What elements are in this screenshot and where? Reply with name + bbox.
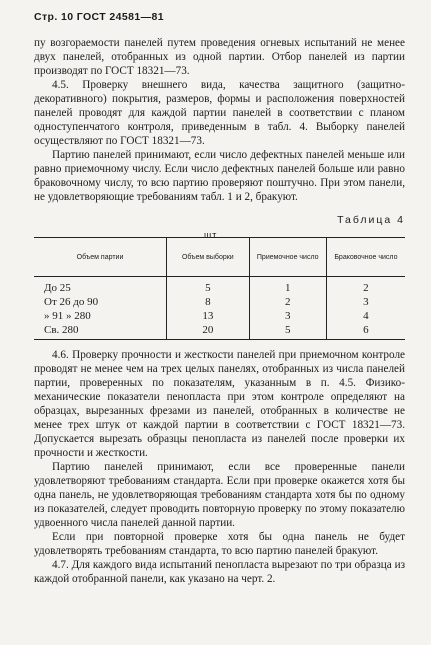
paragraph: 4.6. Проверку прочности и жесткости панелей при приемочном контроле проводят не менее чем на трех целых панелях, отобранных из числа панелей партии, проверенных по показателям, указанным в п. 4.5. Физико-механические показатели пенопласта при этом контроле определяют на образцах, вырезанных фрезами из панелей, отобранных в количестве не менее трех штук от каждой партии в соответствии с ГОСТ 18321—73. Допускается вырезать образцы пенопласта из панелей после проверки их прочности и жесткости. (34, 349, 405, 459)
cell-sample-size: 13 (167, 309, 250, 323)
table-row (34, 323, 405, 340)
cell-rejection-number: 2 (326, 277, 405, 296)
cell-lot-size: Св. 280 (34, 323, 167, 340)
cell-sample-size: 8 (167, 295, 250, 309)
paragraph: Если при повторной проверке хотя бы одна панель не будет удовлетворять требованиям стандарта, то всю партию панелей бракуют. (34, 531, 405, 557)
cell-acceptance-number: 3 (249, 309, 326, 323)
cell-lot-size: От 26 до 90 (44, 296, 99, 308)
table-label: Таблица 4 (337, 214, 405, 226)
top-text-block (34, 36, 405, 204)
cell-rejection-number: 4 (326, 309, 405, 323)
cell-sample-size: 5 (167, 277, 250, 296)
cell-rejection-number: 3 (326, 295, 405, 309)
paragraph: 4.7. Для каждого вида испытаний пенопласта вырезают по три образца из каждой отобранной панели, как указано на черт. 2. (34, 559, 405, 585)
paragraph: Партию панелей принимают, если все проверенные панели удовлетворяют требованиям стандарта. Если при проверке окажется хотя бы одна панель, не удовлетворяющая требованиям стандарта хотя бы по одному из показателей, следует проводить повторную проверку по этому показателю удвоенного числа панелей данной партии. (34, 461, 405, 529)
bottom-text-block (34, 348, 405, 586)
table-header-row (34, 238, 405, 277)
paragraph: пу возгораемости панелей путем проведения огневых испытаний не менее двух панелей, отобранных из одной партии. Отбор панелей из партии производят по ГОСТ 18321—73. (34, 37, 405, 77)
table-units: шт. (204, 230, 220, 240)
cell-acceptance-number: 2 (249, 295, 326, 309)
col-header-lot-size: Объем партии (34, 238, 167, 277)
cell-acceptance-number: 5 (249, 323, 326, 340)
sampling-table (34, 237, 405, 340)
cell-acceptance-number: 1 (249, 277, 326, 296)
table-row (34, 309, 405, 323)
table-row (34, 277, 405, 296)
page-header: Стр. 10 ГОСТ 24581—81 (34, 11, 164, 23)
col-header-acceptance-number: Приемочное число (249, 238, 326, 277)
col-header-rejection-number: Браковочное число (326, 238, 405, 277)
paragraph: Партию панелей принимают, если число дефектных панелей меньше или равно приемочному числу. Если число дефектных панелей больше или равно браковочному числу, то всю партию проверяют поштучно. При этом панели, не удовлетворяющие требованиям табл. 1 и 2, бракуют. (34, 149, 405, 203)
col-header-sample-size: Объем выборки (167, 238, 250, 277)
cell-lot-size: До 25 (44, 282, 71, 294)
paragraph: 4.5. Проверку внешнего вида, качества защитного (защитно-декоративного) покрытия, размеров, формы и расположения поверхностей панелей проводят для каждой партии панелей в соответствии с планом одноступенчатого контроля, приведенным в табл. 4. Выборку панелей осуществляют по ГОСТ 18321—73. (34, 79, 405, 147)
table-row (34, 295, 405, 309)
cell-rejection-number: 6 (326, 323, 405, 340)
cell-sample-size: 20 (167, 323, 250, 340)
cell-lot-size: » 91 » 280 (44, 310, 91, 322)
